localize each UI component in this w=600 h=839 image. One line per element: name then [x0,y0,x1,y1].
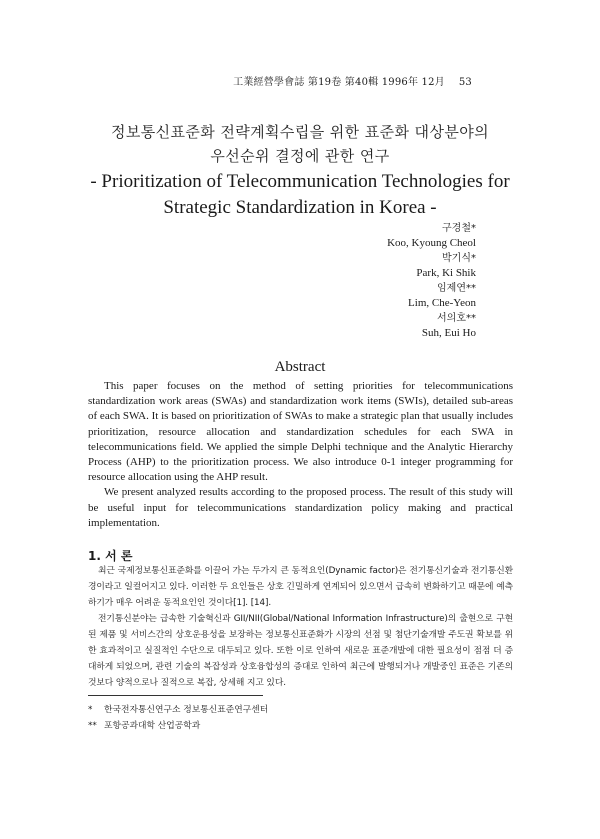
body-paragraph: 최근 국제정보통신표준화를 이끌어 가는 두가지 큰 동적요인(Dynamic factor)은 전기통신기술과 전기통신환경이라고 일컬어지고 있다. 이러한 두 요인들은 상호 긴밀하게 연계되어 있으면서 급속히 변화하기고 때문에 예측하기가 매우 어려운 동적요인인 것이다[1]. [14]. [88,566,513,608]
footnote-mark: ** [88,721,97,731]
abstract-body [88,379,513,531]
footnote-text: 한국전자통신연구소 정보통신표준연구센터 [104,705,269,715]
korean-title-line-2: 우선순위 결정에 관한 연구 [210,147,390,165]
body-paragraph: 전기통신분야는 급속한 기술혁신과 GII/NII(Global/National Information Infrastructure)의 출현으로 구현된 제품 및 서비스간의 상호운용성을 보장하는 정보통신표준화가 시장의 선점 및 첨단기술개발 주도권 확보를 위한 효과적이고 실질적인 수단으로 대두되고 있다. 또한 이로 인하여 새로운 표준개발에 대한 필요성이 점점 더 증대하게 되었으며, 관련 기술의 복잡성과 상호융합성의 증대로 인하여 최근에 발행되거나 개발중인 표준은 기존의 것보다 양적으로나 질적으로 복잡, 상세해 지고 있다. [88,614,513,688]
journal-citation: 工業經營學會誌 第19卷 第40輯 1996年 12月 [233,77,445,88]
abstract-heading: Abstract [274,359,326,375]
footnotes [88,702,268,734]
author-korean-name: 박기식* [442,253,476,264]
running-header [233,73,472,88]
author-korean-name: 임제연** [437,283,476,294]
author-korean-name: 서의호** [437,313,476,324]
author-english-name: Park, Ki Shik [416,267,476,279]
title-block [0,120,600,220]
footnote [88,718,268,734]
section-heading: 1. 서 론 [88,549,133,563]
author-english-name: Koo, Kyoung Cheol [387,237,476,249]
footnote-text: 포항공과대학 산업공학과 [104,721,201,731]
author-english-name: Lim, Che-Yeon [408,297,476,309]
author-english-name: Suh, Eui Ho [421,327,476,339]
author-korean-name: 구경철* [442,223,476,234]
abstract-paragraph: This paper focuses on the method of setting priorities for telecommunications standardization work areas (SWAs) and standardization work items (SWIs), detailed sub-areas of each SWA. It is based on prioritization of SWAs to make a strategic plan that usually includes prioritization, resource allocation and standardization schedules for each SWA in telecommunications field. We applied the simple Delphi technique and the Analytic Hierarchy Process (AHP) to the prioritization process. We also introduce 0-1 integer programming for resource allocation using the AHP result. [88,380,513,484]
footnote-divider [88,695,263,696]
footnote-mark: * [88,705,93,715]
footnote [88,702,268,718]
author-list [387,221,476,341]
korean-title-line-1: 정보통신표준화 전략계획수립을 위한 표준화 대상분야의 [110,123,490,141]
english-title-line-1: - Prioritization of Telecommunication Technologies for [90,171,510,192]
abstract-paragraph: We present analyzed results according to the proposed process. The result of this study will be useful input for telecommunications standardization policy making and practical implementation. [88,486,513,529]
section-body [88,563,513,691]
page-number: 53 [458,77,472,88]
english-title-line-2: Strategic Standardization in Korea - [163,197,437,218]
